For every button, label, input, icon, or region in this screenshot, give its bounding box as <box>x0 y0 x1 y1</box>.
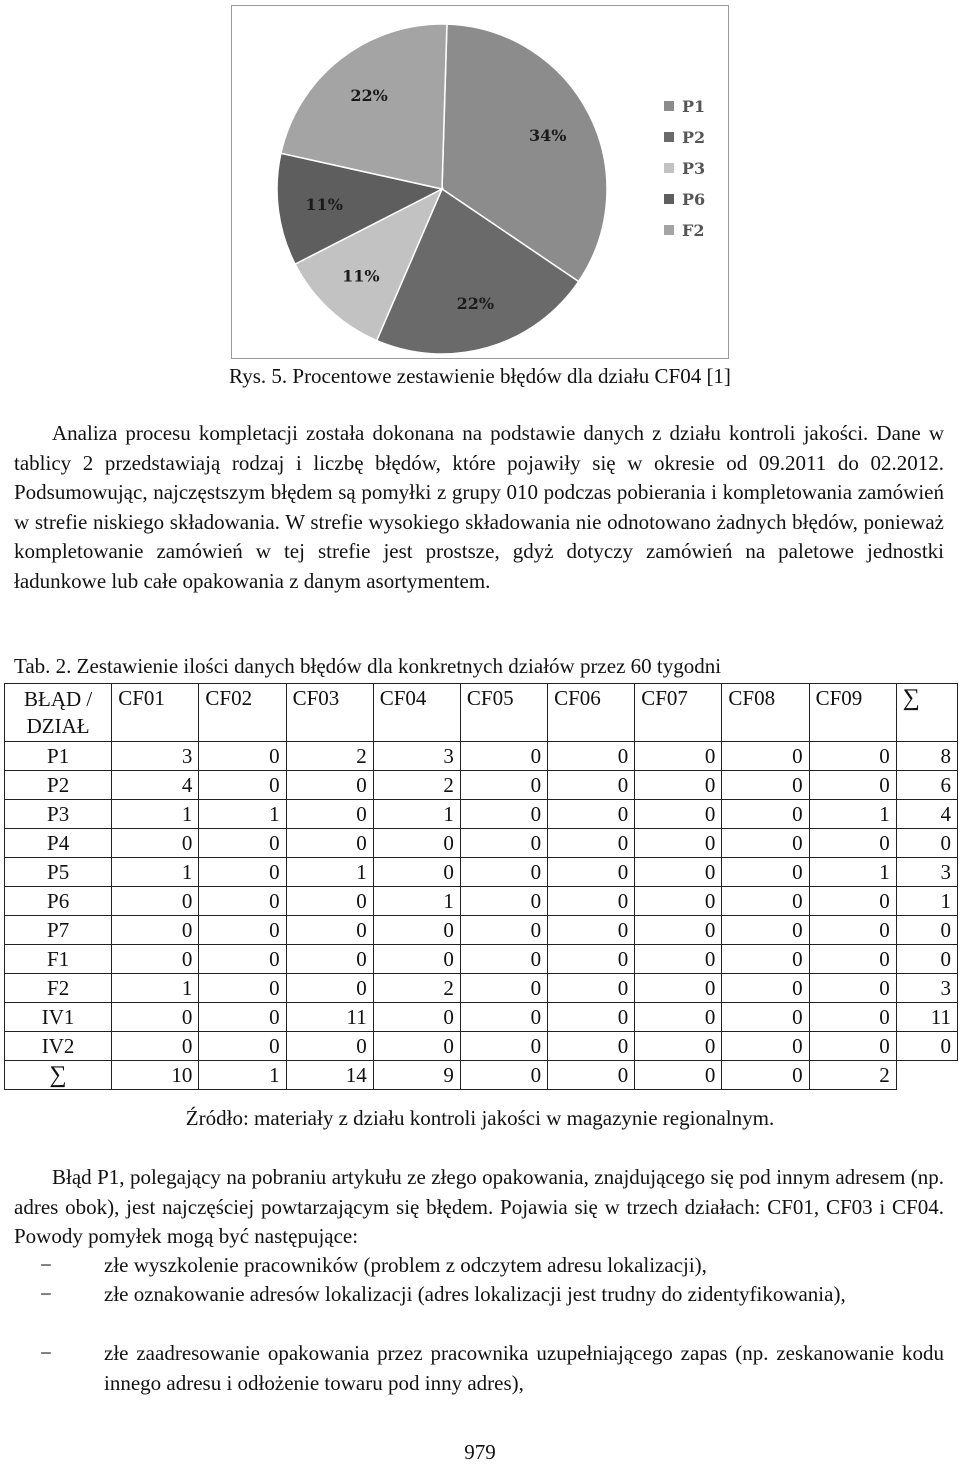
table-cell: 0 <box>286 800 373 829</box>
legend-label: P3 <box>682 159 706 178</box>
table-cell: 0 <box>373 829 460 858</box>
list-item-text: złe wyszkolenie pracowników (problem z odczytem adresu lokalizacji), <box>104 1253 707 1277</box>
table-cell: 1 <box>809 800 896 829</box>
table-cell: 0 <box>373 916 460 945</box>
table-cell: 1 <box>112 858 199 887</box>
pie-data-label: 22% <box>350 86 388 106</box>
table-source: Źródło: materiały z działu kontroli jakości w magazynie regionalnym. <box>185 1106 775 1130</box>
table-cell: 0 <box>286 829 373 858</box>
row-label: IV2 <box>5 1032 112 1061</box>
column-header: CF07 <box>635 684 722 742</box>
table-cell: 0 <box>199 742 286 771</box>
row-label: ∑ <box>5 1061 112 1090</box>
table-cell: 0 <box>460 1003 547 1032</box>
table-row <box>5 771 958 800</box>
pie-data-label: 22% <box>456 294 495 314</box>
table-cell: 0 <box>635 945 722 974</box>
dash-bullet: − <box>40 1341 52 1365</box>
table-title: Tab. 2. Zestawienie ilości danych błędów dla konkretnych działów przez 60 tygodni <box>14 654 722 678</box>
table-cell: 0 <box>809 1003 896 1032</box>
column-header: CF01 <box>112 684 199 742</box>
table-cell: 0 <box>112 1003 199 1032</box>
legend-swatch <box>664 163 674 173</box>
table-cell: 0 <box>635 1032 722 1061</box>
table-cell: 0 <box>548 945 635 974</box>
table-cell: 14 <box>286 1061 373 1090</box>
table-row <box>5 858 958 887</box>
table-cell: 1 <box>199 1061 286 1090</box>
table-cell: 1 <box>112 974 199 1003</box>
table-cell: 0 <box>635 1061 722 1090</box>
column-header: CF03 <box>286 684 373 742</box>
table-cell: 1 <box>809 858 896 887</box>
row-label: F1 <box>5 945 112 974</box>
table-cell: 0 <box>112 829 199 858</box>
table-cell: 0 <box>722 771 809 800</box>
pie-data-label: 34% <box>529 125 567 145</box>
table-cell: 1 <box>286 858 373 887</box>
table-cell: 0 <box>722 829 809 858</box>
column-header: CF09 <box>809 684 896 742</box>
table-cell: 0 <box>199 1003 286 1032</box>
table-cell: 4 <box>896 800 957 829</box>
table-cell: 0 <box>460 887 547 916</box>
paragraph-analysis-text: Analiza procesu kompletacji została dokonana na podstawie danych z działu kontroli jakości. Dane w tablicy 2 przedstawiają rodzaj i liczbę błędów, które pojawiły się w okresie od 09.2011 do 02.2012. Podsumowując, najczęstszym błędem są pomyłki z grupy 010 podczas pobierania i kompletowania zamówień w strefie niskiego składowania. W strefie wysokiego składowania nie odnotowano żadnych błędów, ponieważ kompletowanie zamówień w tej strefie jest prostsze, gdyż dotyczy zamówień na paletowe jednostki ładunkowe lub całe opakowania z danym asortymentem. <box>14 421 944 593</box>
pie-data-label: 11% <box>342 266 380 286</box>
table-cell: 0 <box>112 945 199 974</box>
legend-label: P6 <box>682 190 706 209</box>
table-cell: 0 <box>373 1032 460 1061</box>
table-header-row <box>5 684 958 742</box>
table-cell: 9 <box>373 1061 460 1090</box>
table-cell: 0 <box>722 858 809 887</box>
table-cell: 0 <box>286 916 373 945</box>
pie-data-label: 11% <box>305 195 343 215</box>
table-cell: 1 <box>373 887 460 916</box>
row-label: P3 <box>5 800 112 829</box>
table-cell: 0 <box>199 771 286 800</box>
table-cell: 0 <box>286 1032 373 1061</box>
table-cell: 0 <box>548 1061 635 1090</box>
table-cell: 0 <box>722 1003 809 1032</box>
table-row <box>5 742 958 771</box>
table-row <box>5 1003 958 1032</box>
legend-label: P1 <box>682 97 706 116</box>
table-cell: 0 <box>722 1061 809 1090</box>
table-cell: 0 <box>373 858 460 887</box>
table-cell: 0 <box>460 945 547 974</box>
table-cell: 0 <box>722 1032 809 1061</box>
table-cell: 0 <box>896 916 957 945</box>
table-cell: 1 <box>199 800 286 829</box>
table-cell: 0 <box>112 1032 199 1061</box>
table-cell: 3 <box>112 742 199 771</box>
table-total-row <box>5 1061 958 1090</box>
table-cell: 0 <box>809 742 896 771</box>
paragraph-p1-error-text: Błąd P1, polegający na pobraniu artykułu ze złego opakowania, znajdującego się pod innym adresem (np. adres obok), jest najczęściej powtarzającym się błędem. Pojawia się w trzech działach: CF01, CF03 i CF04. Powody pomyłek mogą być następujące: <box>14 1165 944 1248</box>
table-cell: 0 <box>460 800 547 829</box>
table-cell: 0 <box>548 829 635 858</box>
paragraph-p1-error <box>14 1163 944 1252</box>
table-row <box>5 800 958 829</box>
table-cell: 0 <box>809 974 896 1003</box>
table-cell: 8 <box>896 742 957 771</box>
table-cell: 0 <box>635 742 722 771</box>
table-row <box>5 945 958 974</box>
table-cell: 0 <box>722 945 809 974</box>
table-cell: 0 <box>460 858 547 887</box>
legend-swatch <box>664 101 674 111</box>
table-cell: 3 <box>373 742 460 771</box>
table-cell: 0 <box>548 1032 635 1061</box>
legend-swatch <box>664 194 674 204</box>
column-header: CF04 <box>373 684 460 742</box>
table-cell: 0 <box>199 1032 286 1061</box>
table-cell: 0 <box>548 1003 635 1032</box>
table-cell: 0 <box>809 771 896 800</box>
table-cell: 0 <box>548 858 635 887</box>
paragraph-analysis <box>14 419 944 596</box>
table-cell: 0 <box>548 800 635 829</box>
table-cell: 0 <box>373 1003 460 1032</box>
row-label: P2 <box>5 771 112 800</box>
table-cell: 0 <box>548 771 635 800</box>
table-cell: 2 <box>373 771 460 800</box>
table-cell: 0 <box>199 887 286 916</box>
table-cell: 0 <box>635 829 722 858</box>
column-header: CF02 <box>199 684 286 742</box>
table-cell: 0 <box>548 887 635 916</box>
table-row <box>5 916 958 945</box>
row-label: P7 <box>5 916 112 945</box>
table-row <box>5 1032 958 1061</box>
table-cell: 0 <box>896 945 957 974</box>
table-cell: 0 <box>373 945 460 974</box>
table-cell: 0 <box>199 945 286 974</box>
table-cell: 0 <box>548 974 635 1003</box>
table-cell: 0 <box>199 974 286 1003</box>
table-cell: 0 <box>199 858 286 887</box>
table-cell: 4 <box>112 771 199 800</box>
table-cell: 0 <box>460 742 547 771</box>
table-row <box>5 974 958 1003</box>
table-row <box>5 829 958 858</box>
table-cell: 0 <box>286 887 373 916</box>
list-item-text: złe oznakowanie adresów lokalizacji (adres lokalizacji jest trudny do zidentyfikowania), <box>104 1282 846 1306</box>
table-cell: 0 <box>896 1032 957 1061</box>
legend-label: F2 <box>682 221 705 240</box>
table-cell: 0 <box>112 916 199 945</box>
table-cell: 11 <box>896 1003 957 1032</box>
column-header: CF08 <box>722 684 809 742</box>
column-header: CF05 <box>460 684 547 742</box>
table-cell: 6 <box>896 771 957 800</box>
row-label: P5 <box>5 858 112 887</box>
table-cell: 0 <box>722 974 809 1003</box>
row-label: P4 <box>5 829 112 858</box>
table-cell: 3 <box>896 858 957 887</box>
table-cell: 1 <box>112 800 199 829</box>
empty-cell <box>896 1061 957 1090</box>
table-cell: 0 <box>286 771 373 800</box>
table-cell: 1 <box>373 800 460 829</box>
table-cell: 2 <box>286 742 373 771</box>
errors-table <box>4 683 958 1090</box>
row-label: F2 <box>5 974 112 1003</box>
table-cell: 10 <box>112 1061 199 1090</box>
table-cell: 1 <box>896 887 957 916</box>
table-cell: 0 <box>286 945 373 974</box>
pie-chart <box>232 6 727 357</box>
table-cell: 0 <box>809 887 896 916</box>
table-cell: 0 <box>112 887 199 916</box>
dash-bullet: − <box>40 1253 52 1277</box>
table-cell: 0 <box>286 974 373 1003</box>
table-cell: 0 <box>548 742 635 771</box>
legend-swatch <box>664 225 674 235</box>
table-cell: 2 <box>373 974 460 1003</box>
table-cell: 0 <box>460 974 547 1003</box>
table-cell: 3 <box>896 974 957 1003</box>
table-cell: 0 <box>635 916 722 945</box>
table-cell: 0 <box>896 829 957 858</box>
column-header: CF06 <box>548 684 635 742</box>
table-cell: 0 <box>722 800 809 829</box>
column-header: ∑ <box>896 684 957 742</box>
table-cell: 0 <box>199 916 286 945</box>
row-label: P6 <box>5 887 112 916</box>
table-cell: 0 <box>722 887 809 916</box>
list-item-text: złe zaadresowanie opakowania przez pracownika uzupełniającego zapas (np. zeskanowanie kodu innego adresu i odłożenie towaru pod inny adres), <box>104 1341 944 1395</box>
pie-chart-figure <box>231 5 729 359</box>
dash-bullet: − <box>40 1282 52 1306</box>
table-cell: 0 <box>548 916 635 945</box>
corner-header: BŁĄD / DZIAŁ <box>5 684 112 742</box>
table-cell: 0 <box>722 916 809 945</box>
table-cell: 2 <box>809 1061 896 1090</box>
table-cell: 0 <box>635 1003 722 1032</box>
table-cell: 0 <box>460 1032 547 1061</box>
page-number: 979 <box>464 1440 496 1464</box>
table-cell: 0 <box>809 916 896 945</box>
table-cell: 0 <box>635 858 722 887</box>
table-cell: 0 <box>635 800 722 829</box>
figure-caption: Rys. 5. Procentowe zestawienie błędów dla działu CF04 [1] <box>229 364 731 388</box>
table-cell: 0 <box>460 771 547 800</box>
table-cell: 0 <box>809 1032 896 1061</box>
table-cell: 0 <box>460 829 547 858</box>
legend-swatch <box>664 132 674 142</box>
table-cell: 0 <box>635 771 722 800</box>
table-cell: 0 <box>460 1061 547 1090</box>
row-label: P1 <box>5 742 112 771</box>
table-cell: 11 <box>286 1003 373 1032</box>
table-cell: 0 <box>460 916 547 945</box>
row-label: IV1 <box>5 1003 112 1032</box>
table-cell: 0 <box>809 829 896 858</box>
table-cell: 0 <box>722 742 809 771</box>
table-cell: 0 <box>635 887 722 916</box>
table-cell: 0 <box>199 829 286 858</box>
table-cell: 0 <box>809 945 896 974</box>
legend-label: P2 <box>682 128 706 147</box>
table-row <box>5 887 958 916</box>
table-cell: 0 <box>635 974 722 1003</box>
